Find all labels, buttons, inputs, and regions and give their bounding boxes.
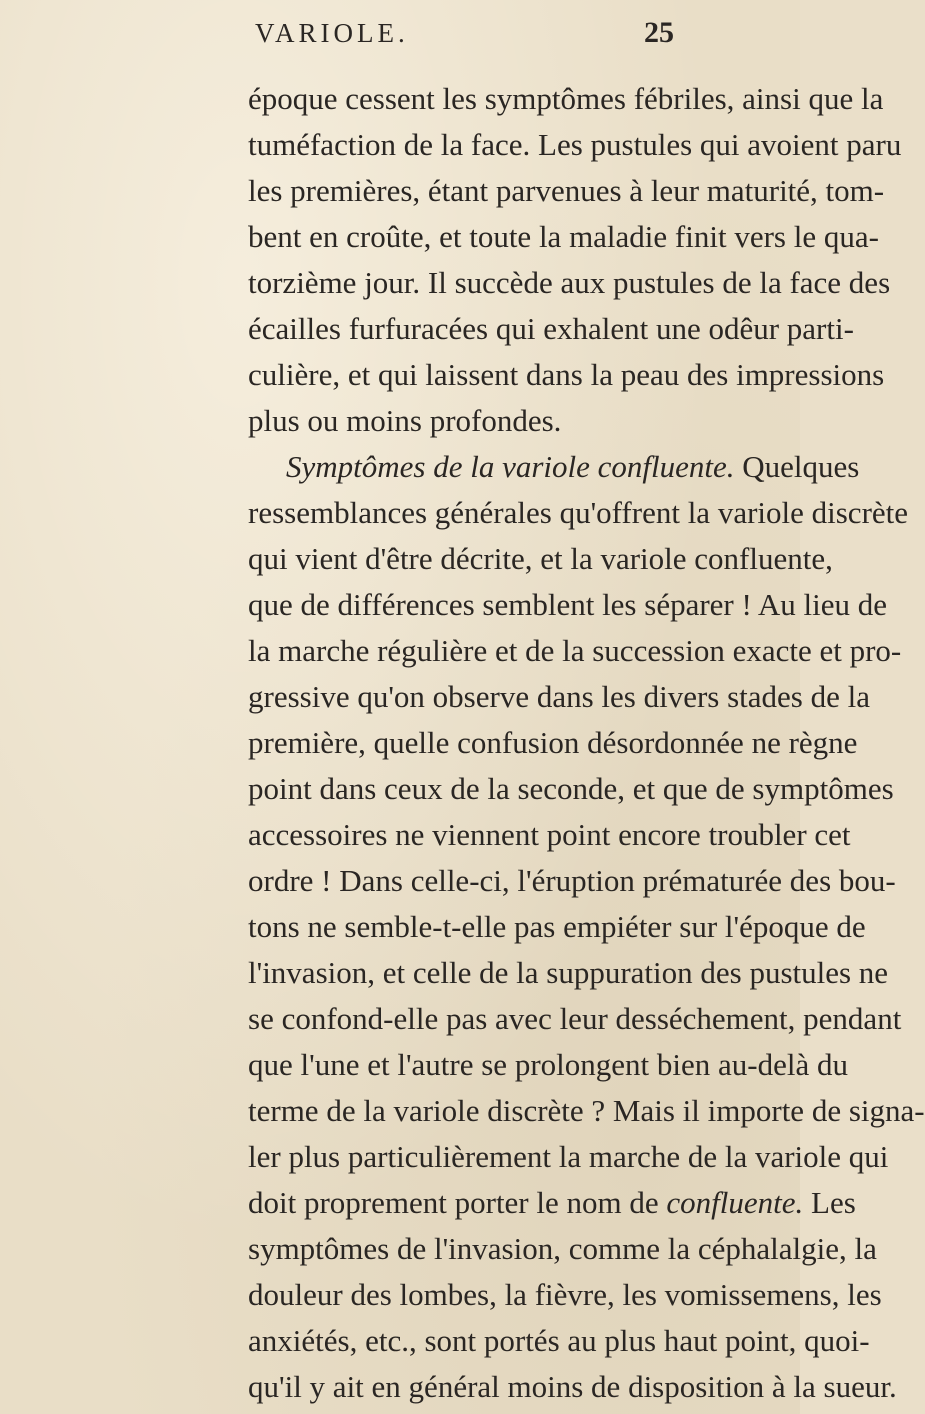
- text-line: ler plus particulièrement la marche de la variole qui: [248, 1139, 889, 1174]
- text-line: première, quelle confusion désordonnée ne règne: [248, 725, 858, 760]
- text-line: ordre ! Dans celle-ci, l'éruption prématurée des bou-: [248, 863, 896, 898]
- text-line: que de différences semblent les séparer ! Au lieu de: [248, 587, 887, 622]
- running-head: VARIOLE.: [255, 18, 409, 48]
- text-line: torzième jour. Il succède aux pustules de la face des: [248, 265, 891, 300]
- text-line: point dans ceux de la seconde, et que de symptômes: [248, 771, 894, 806]
- text-line: qu'il y ait en général moins de disposition à la sueur.: [248, 1369, 897, 1404]
- text-line: terme de la variole discrète ? Mais il importe de signa-: [248, 1093, 925, 1128]
- text-line: ressemblances générales qu'offrent la variole discrète: [248, 495, 909, 530]
- text-span: Quelques: [742, 449, 860, 484]
- text-line: accessoires ne viennent point encore troubler cet: [248, 817, 851, 852]
- text-line: douleur des lombes, la fièvre, les vomissemens, les: [248, 1277, 882, 1312]
- section-heading-line: [286, 444, 860, 490]
- text-line: la marche régulière et de la succession exacte et pro-: [248, 633, 902, 668]
- text-line: culière, et qui laissent dans la peau des impressions: [248, 357, 885, 392]
- text-line: qui vient d'être décrite, et la variole confluente,: [248, 541, 833, 576]
- text-line: époque cessent les symptômes fébriles, ainsi que la: [248, 81, 884, 116]
- text-line: écailles furfuracées qui exhalent une odêur parti-: [248, 311, 854, 346]
- page-number: 25: [644, 16, 674, 49]
- text-line: les premières, étant parvenues à leur maturité, tom-: [248, 173, 885, 208]
- text-line: gressive qu'on observe dans les divers stades de la: [248, 679, 870, 714]
- text-line: symptômes de l'invasion, comme la céphalalgie, la: [248, 1231, 877, 1266]
- text-line: l'invasion, et celle de la suppuration des pustules ne: [248, 955, 889, 990]
- section-title: Symptômes de la variole confluente.: [286, 449, 735, 484]
- text-span: doit proprement porter le nom de: [248, 1185, 667, 1220]
- text-line: tons ne semble-t-elle pas empiéter sur l'époque de: [248, 909, 866, 944]
- text-line: que l'une et l'autre se prolongent bien au-delà du: [248, 1047, 848, 1082]
- page-header: [0, 14, 800, 54]
- text-line: plus ou moins profondes.: [248, 403, 562, 438]
- text-line: bent en croûte, et toute la maladie finit vers le qua-: [248, 219, 879, 254]
- italic-term: confluente.: [666, 1185, 804, 1220]
- text-line: tuméfaction de la face. Les pustules qui avoient paru: [248, 127, 902, 162]
- text-line: se confond-elle pas avec leur desséchement, pendant: [248, 1001, 902, 1036]
- text-span: Les: [803, 1185, 856, 1220]
- text-line: anxiétés, etc., sont portés au plus haut point, quoi-: [248, 1323, 870, 1358]
- text-line-with-italic: [248, 1180, 856, 1226]
